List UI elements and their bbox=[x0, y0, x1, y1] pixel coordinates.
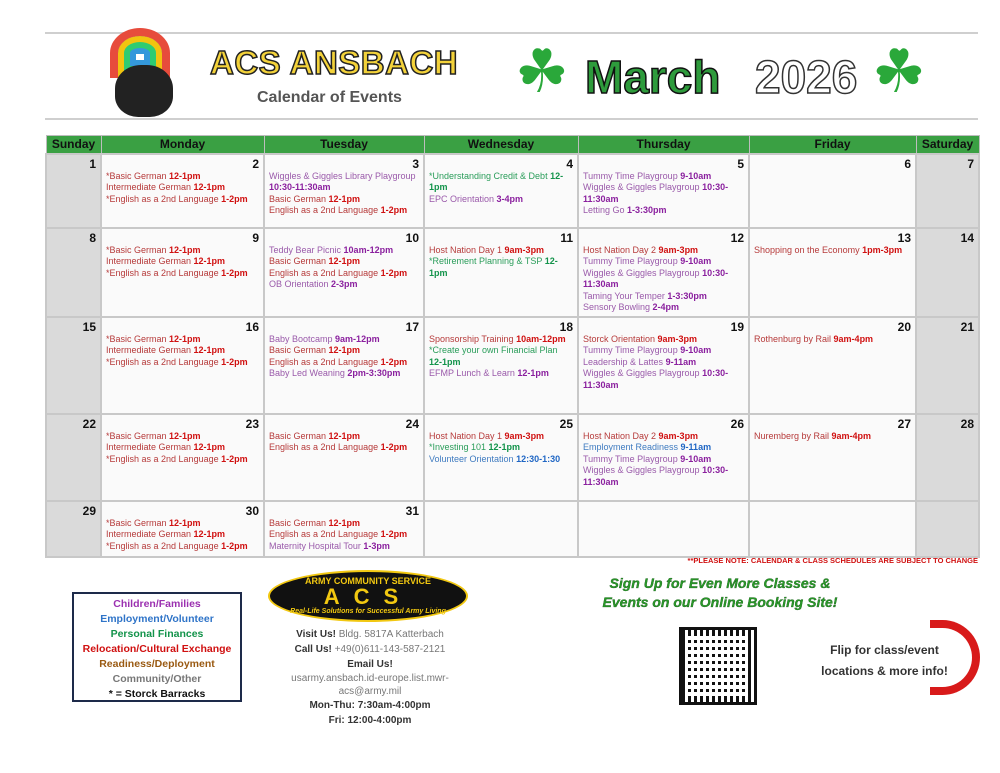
event-name: Volunteer Orientation bbox=[429, 453, 517, 464]
visit-label: Visit Us! bbox=[296, 629, 336, 640]
curved-arrow-icon bbox=[930, 620, 980, 695]
event-name: Employment Readiness bbox=[583, 442, 681, 452]
event-name: *English as a 2nd Language bbox=[106, 453, 222, 464]
event-time: 12-1pm bbox=[193, 256, 226, 266]
event-name: *Basic German bbox=[106, 170, 170, 181]
event-item[interactable] bbox=[583, 291, 744, 303]
day-cell[interactable] bbox=[424, 317, 578, 414]
day-cell[interactable] bbox=[916, 414, 979, 501]
day-header-monday: Monday bbox=[101, 136, 264, 154]
legend-item: Employment/Volunteer bbox=[100, 613, 214, 625]
day-cell[interactable] bbox=[424, 414, 578, 501]
event-time: 12-1pm bbox=[328, 345, 361, 355]
header-rule bbox=[45, 118, 978, 120]
month-title: March bbox=[585, 51, 721, 103]
event-item[interactable] bbox=[583, 465, 744, 488]
day-number: 29 bbox=[82, 503, 96, 518]
event-name: *Retirement Planning & TSP bbox=[429, 256, 545, 266]
event-item[interactable] bbox=[429, 256, 573, 279]
event-time: 1-2pm bbox=[221, 193, 248, 204]
day-header-saturday: Saturday bbox=[916, 136, 979, 154]
category-legend bbox=[72, 592, 242, 702]
event-time: 12-1pm bbox=[429, 356, 461, 367]
event-item[interactable] bbox=[269, 256, 419, 268]
event-name: Sensory Bowling bbox=[583, 302, 653, 312]
day-number: 21 bbox=[960, 319, 974, 334]
event-time: 9-11am bbox=[680, 442, 712, 452]
event-item[interactable] bbox=[269, 245, 419, 257]
event-item[interactable] bbox=[269, 194, 419, 206]
event-time: 9-11am bbox=[665, 356, 697, 367]
event-time: 2-3pm bbox=[331, 279, 358, 289]
day-cell[interactable] bbox=[916, 501, 979, 557]
day-cell[interactable] bbox=[101, 154, 264, 228]
event-item[interactable] bbox=[106, 182, 259, 194]
event-time: 9am-12pm bbox=[335, 333, 380, 344]
day-header-thursday: Thursday bbox=[578, 136, 749, 154]
day-cell[interactable] bbox=[264, 154, 424, 228]
day-number: 12 bbox=[730, 230, 744, 245]
day-header-friday: Friday bbox=[749, 136, 916, 154]
event-time: 9-10am bbox=[680, 345, 712, 355]
shamrock-icon: ☘ bbox=[872, 38, 926, 105]
address: Bldg. 5817A Katterbach bbox=[338, 629, 444, 640]
day-number: 25 bbox=[559, 416, 573, 431]
event-item[interactable] bbox=[106, 256, 259, 268]
event-name: Basic German bbox=[269, 256, 329, 266]
event-item[interactable] bbox=[754, 431, 911, 443]
day-number: 8 bbox=[89, 230, 96, 245]
event-name: Shopping on the Economy bbox=[754, 244, 863, 255]
day-number: 23 bbox=[245, 416, 259, 431]
event-item[interactable] bbox=[106, 194, 259, 206]
flip-line-2: locations & more info! bbox=[821, 664, 948, 678]
day-cell[interactable] bbox=[101, 317, 264, 414]
day-cell[interactable] bbox=[46, 501, 101, 557]
event-name: Basic German bbox=[269, 517, 329, 528]
day-number: 24 bbox=[405, 416, 419, 431]
event-item[interactable] bbox=[429, 368, 573, 380]
contact-info bbox=[275, 627, 465, 728]
day-cell[interactable] bbox=[749, 414, 916, 501]
event-time: 9am-3pm bbox=[504, 244, 545, 255]
event-item[interactable] bbox=[583, 256, 744, 268]
event-time: 9am-4pm bbox=[833, 333, 874, 344]
event-name: Wiggles & Giggles Library Playgroup bbox=[269, 170, 416, 181]
event-item[interactable] bbox=[754, 245, 911, 257]
event-item[interactable] bbox=[269, 518, 419, 530]
day-number: 15 bbox=[82, 319, 96, 334]
event-item[interactable] bbox=[583, 454, 744, 466]
event-item[interactable] bbox=[106, 268, 259, 280]
event-item[interactable] bbox=[583, 182, 744, 205]
event-item[interactable] bbox=[269, 431, 419, 443]
event-item[interactable] bbox=[429, 334, 573, 346]
event-item[interactable] bbox=[583, 368, 744, 391]
event-item[interactable] bbox=[106, 541, 259, 553]
event-item[interactable] bbox=[429, 442, 573, 454]
day-cell[interactable] bbox=[101, 228, 264, 317]
hours-friday: Fri: 12:00-4:00pm bbox=[328, 715, 412, 726]
event-item[interactable] bbox=[269, 541, 419, 553]
day-cell[interactable] bbox=[264, 228, 424, 317]
event-time: 12-1pm bbox=[328, 193, 361, 204]
day-cell[interactable] bbox=[578, 317, 749, 414]
event-item[interactable] bbox=[429, 245, 573, 257]
event-name: Sponsorship Training bbox=[429, 333, 517, 344]
event-item[interactable] bbox=[583, 268, 744, 291]
email-link[interactable]: usarmy.ansbach.id-europe.list.mwr-acs@army.mil bbox=[291, 673, 449, 697]
day-number: 5 bbox=[737, 156, 744, 171]
event-name: *Basic German bbox=[106, 333, 170, 344]
event-item[interactable] bbox=[429, 171, 573, 194]
event-item[interactable] bbox=[106, 431, 259, 443]
top-rule bbox=[45, 32, 978, 34]
qr-code[interactable] bbox=[679, 627, 757, 705]
legend-item: Relocation/Cultural Exchange bbox=[82, 643, 232, 655]
event-item[interactable] bbox=[269, 529, 419, 541]
event-name: English as a 2nd Language bbox=[269, 529, 381, 539]
acs-logo-middle: ACS bbox=[323, 584, 413, 609]
event-time: 12-1pm bbox=[169, 430, 201, 441]
event-item[interactable] bbox=[583, 245, 744, 257]
event-time: 12-1pm bbox=[193, 345, 226, 355]
event-time: 12-1pm bbox=[429, 170, 564, 192]
day-cell[interactable] bbox=[46, 317, 101, 414]
event-time: 9am-3pm bbox=[657, 333, 698, 344]
event-time: 10:30-11:30am bbox=[269, 182, 331, 192]
event-time: 1-2pm bbox=[221, 267, 248, 278]
pot-of-gold-icon bbox=[115, 65, 173, 117]
day-number: 30 bbox=[245, 503, 259, 518]
day-cell[interactable] bbox=[264, 317, 424, 414]
event-time: 2pm-3:30pm bbox=[347, 368, 401, 378]
event-name: Basic German bbox=[269, 193, 329, 204]
event-name: EFMP Lunch & Learn bbox=[429, 368, 518, 378]
event-name: Intermediate German bbox=[106, 256, 194, 266]
event-name: English as a 2nd Language bbox=[269, 267, 381, 278]
day-number: 1 bbox=[89, 156, 96, 171]
legend-item: Personal Finances bbox=[110, 628, 204, 640]
day-number: 19 bbox=[730, 319, 744, 334]
event-time: 10:30-11:30am bbox=[583, 465, 729, 487]
event-time: 12-1pm bbox=[193, 182, 226, 192]
acs-logo-bottom: Real-Life Solutions for Successful Army Living bbox=[290, 608, 446, 615]
day-number: 6 bbox=[904, 156, 911, 171]
event-item[interactable] bbox=[269, 268, 419, 280]
day-number: 22 bbox=[82, 416, 96, 431]
event-time: 1-2pm bbox=[380, 529, 408, 539]
day-cell[interactable] bbox=[46, 414, 101, 501]
event-name: Host Nation Day 1 bbox=[429, 244, 505, 255]
event-time: 9-10am bbox=[680, 170, 712, 181]
day-cell[interactable] bbox=[749, 317, 916, 414]
day-number: 16 bbox=[245, 319, 259, 334]
event-time: 1-2pm bbox=[221, 356, 248, 367]
event-time: 1-2pm bbox=[221, 540, 248, 551]
event-time: 1-3:30pm bbox=[627, 205, 667, 215]
event-time: 12-1pm bbox=[169, 333, 201, 344]
event-time: 9am-3pm bbox=[658, 430, 699, 441]
day-cell[interactable] bbox=[578, 501, 749, 557]
day-header-tuesday: Tuesday bbox=[264, 136, 424, 154]
event-name: Nuremberg by Rail bbox=[754, 430, 832, 441]
day-number: 26 bbox=[730, 416, 744, 431]
event-name: English as a 2nd Language bbox=[269, 356, 381, 367]
event-name: Wiggles & Giggles Playgroup bbox=[583, 465, 703, 475]
legend-item: * = Storck Barracks bbox=[108, 688, 206, 700]
calendar-subtitle: Calendar of Events bbox=[257, 89, 402, 106]
day-number: 17 bbox=[405, 319, 419, 334]
acs-logo-top: ARMY COMMUNITY SERVICE bbox=[304, 576, 432, 586]
event-item[interactable] bbox=[269, 357, 419, 369]
event-name: Host Nation Day 1 bbox=[429, 430, 505, 441]
schedule-change-note: **PLEASE NOTE: CALENDAR & CLASS SCHEDULES ARE SUBJECT TO CHANGE bbox=[687, 556, 978, 565]
year-title: 2026 bbox=[755, 51, 858, 103]
event-time: 9-10am bbox=[680, 453, 712, 464]
event-name: Intermediate German bbox=[106, 345, 194, 355]
event-item[interactable] bbox=[106, 454, 259, 466]
event-time: 9am-3pm bbox=[658, 244, 699, 255]
day-number: 9 bbox=[252, 230, 259, 245]
event-name: *Create your own Financial Plan bbox=[429, 345, 558, 355]
day-number: 28 bbox=[960, 416, 974, 431]
event-time: 10am-12pm bbox=[516, 333, 566, 344]
event-name: Intermediate German bbox=[106, 529, 194, 539]
event-time: 12:30-1:30 bbox=[516, 453, 561, 464]
event-name: English as a 2nd Language bbox=[269, 205, 381, 215]
event-name: *Basic German bbox=[106, 244, 170, 255]
day-number: 11 bbox=[560, 230, 573, 245]
event-item[interactable] bbox=[583, 171, 744, 183]
event-name: Taming Your Temper bbox=[583, 290, 668, 301]
day-cell[interactable] bbox=[46, 154, 101, 228]
shamrock-icon: ☘ bbox=[515, 38, 569, 105]
event-item[interactable] bbox=[429, 454, 573, 466]
event-item[interactable] bbox=[429, 431, 573, 443]
day-number: 14 bbox=[960, 230, 974, 245]
event-time: 9am-4pm bbox=[831, 430, 872, 441]
event-item[interactable] bbox=[583, 302, 744, 314]
org-title: ACS ANSBACH bbox=[210, 44, 459, 81]
event-time: 12-1pm bbox=[517, 368, 549, 378]
event-item[interactable] bbox=[269, 368, 419, 380]
event-item[interactable] bbox=[106, 171, 259, 183]
event-name: Baby Bootcamp bbox=[269, 333, 336, 344]
event-item[interactable] bbox=[583, 431, 744, 443]
event-name: Tummy Time Playgroup bbox=[583, 345, 681, 355]
event-name: Wiggles & Giggles Playgroup bbox=[583, 182, 703, 192]
event-time: 1pm-3pm bbox=[862, 244, 903, 255]
event-time: 9am-3pm bbox=[504, 430, 545, 441]
event-name: Basic German bbox=[269, 430, 329, 441]
event-time: 10:30-11:30am bbox=[583, 182, 729, 204]
event-name: Storck Orientation bbox=[583, 333, 658, 344]
event-time: 12-1pm bbox=[169, 517, 201, 528]
event-item[interactable] bbox=[269, 171, 419, 194]
event-time: 10am-12pm bbox=[343, 244, 394, 255]
acs-logo bbox=[268, 570, 468, 622]
event-time: 12-1pm bbox=[169, 244, 201, 255]
day-cell[interactable] bbox=[916, 154, 979, 228]
day-number: 18 bbox=[559, 319, 573, 334]
day-number: 10 bbox=[405, 230, 419, 245]
event-time: 1-2pm bbox=[380, 356, 408, 367]
event-name: Maternity Hospital Tour bbox=[269, 540, 364, 551]
legend-item: Readiness/Deployment bbox=[99, 658, 215, 670]
event-name: Host Nation Day 2 bbox=[583, 244, 659, 255]
event-item[interactable] bbox=[106, 518, 259, 530]
event-time: 3-4pm bbox=[496, 193, 524, 204]
day-number: 20 bbox=[897, 319, 911, 334]
day-cell[interactable] bbox=[264, 501, 424, 557]
event-time: 12-1pm bbox=[328, 256, 361, 266]
event-item[interactable] bbox=[269, 334, 419, 346]
day-cell[interactable] bbox=[46, 228, 101, 317]
event-time: 1-2pm bbox=[380, 442, 408, 452]
event-name: Leadership & Lattes bbox=[583, 356, 666, 367]
day-header-wednesday: Wednesday bbox=[424, 136, 578, 154]
event-time: 10:30-11:30am bbox=[583, 368, 729, 390]
event-time: 12-1pm bbox=[429, 256, 558, 278]
day-number: 13 bbox=[897, 230, 911, 245]
event-item[interactable] bbox=[583, 334, 744, 346]
event-name: *English as a 2nd Language bbox=[106, 193, 222, 204]
event-time: 9-10am bbox=[680, 256, 712, 266]
legend-item: Children/Families bbox=[113, 598, 201, 610]
hours-weekday: Mon-Thu: 7:30am-4:00pm bbox=[309, 700, 431, 711]
event-item[interactable] bbox=[106, 357, 259, 369]
day-number: 31 bbox=[405, 503, 419, 518]
event-time: 1-2pm bbox=[380, 267, 408, 278]
day-cell[interactable] bbox=[578, 228, 749, 317]
event-time: 1-3:30pm bbox=[667, 290, 707, 301]
event-time: 12-1pm bbox=[169, 170, 201, 181]
event-name: Rothenburg by Rail bbox=[754, 333, 834, 344]
event-name: Baby Led Weaning bbox=[269, 368, 348, 378]
day-number: 7 bbox=[967, 156, 974, 171]
event-name: Letting Go bbox=[583, 205, 628, 215]
day-cell[interactable] bbox=[916, 228, 979, 317]
event-item[interactable] bbox=[583, 345, 744, 357]
email-label: Email Us! bbox=[347, 659, 393, 670]
event-name: *Basic German bbox=[106, 517, 170, 528]
day-cell[interactable] bbox=[578, 414, 749, 501]
event-name: English as a 2nd Language bbox=[269, 442, 381, 452]
day-number: 4 bbox=[566, 156, 573, 171]
legend-item: Community/Other bbox=[112, 673, 202, 685]
event-name: Tummy Time Playgroup bbox=[583, 453, 681, 464]
event-item[interactable] bbox=[106, 442, 259, 454]
event-name: Tummy Time Playgroup bbox=[583, 256, 681, 266]
event-name: Basic German bbox=[269, 345, 329, 355]
event-item[interactable] bbox=[106, 334, 259, 346]
event-name: *English as a 2nd Language bbox=[106, 267, 222, 278]
signup-line-1: Sign Up for Even More Classes & bbox=[609, 575, 831, 591]
day-number: 27 bbox=[897, 416, 911, 431]
event-name: EPC Orientation bbox=[429, 193, 497, 204]
phone: +49(0)611-143-587-2121 bbox=[334, 644, 446, 655]
day-cell[interactable] bbox=[424, 228, 578, 317]
day-number: 3 bbox=[412, 156, 419, 171]
event-name: *Basic German bbox=[106, 430, 170, 441]
day-cell[interactable] bbox=[749, 501, 916, 557]
day-cell[interactable] bbox=[424, 154, 578, 228]
event-item[interactable] bbox=[429, 345, 573, 368]
event-time: 12-1pm bbox=[193, 442, 226, 452]
day-cell[interactable] bbox=[264, 414, 424, 501]
day-cell[interactable] bbox=[916, 317, 979, 414]
event-time: 1-2pm bbox=[221, 453, 248, 464]
event-name: OB Orientation bbox=[269, 279, 332, 289]
event-item[interactable] bbox=[754, 334, 911, 346]
event-time: 1-2pm bbox=[380, 205, 408, 215]
flip-line-1: Flip for class/event bbox=[830, 643, 939, 657]
event-item[interactable] bbox=[269, 442, 419, 454]
event-name: Wiggles & Giggles Playgroup bbox=[583, 267, 703, 278]
event-item[interactable] bbox=[583, 205, 744, 217]
event-item[interactable] bbox=[106, 345, 259, 357]
day-cell[interactable] bbox=[749, 154, 916, 228]
day-cell[interactable] bbox=[578, 154, 749, 228]
signup-banner bbox=[585, 574, 855, 612]
day-cell[interactable] bbox=[101, 501, 264, 557]
day-cell[interactable] bbox=[424, 501, 578, 557]
event-item[interactable] bbox=[583, 442, 744, 454]
event-time: 12-1pm bbox=[328, 430, 361, 441]
day-header-sunday: Sunday bbox=[46, 136, 101, 154]
event-name: Teddy Bear Picnic bbox=[269, 244, 344, 255]
event-name: *Understanding Credit & Debt bbox=[429, 170, 551, 181]
event-name: Wiggles & Giggles Playgroup bbox=[583, 368, 703, 378]
event-time: 2-4pm bbox=[652, 302, 680, 312]
event-item[interactable] bbox=[269, 279, 419, 291]
day-cell[interactable] bbox=[749, 228, 916, 317]
call-label: Call Us! bbox=[294, 644, 332, 655]
event-item[interactable] bbox=[106, 245, 259, 257]
event-item[interactable] bbox=[583, 357, 744, 369]
event-name: *English as a 2nd Language bbox=[106, 356, 222, 367]
event-time: 1-3pm bbox=[363, 540, 390, 551]
event-name: Host Nation Day 2 bbox=[583, 430, 659, 441]
event-time: 10:30-11:30am bbox=[583, 267, 729, 289]
event-name: Intermediate German bbox=[106, 182, 194, 192]
event-time: 12-1pm bbox=[328, 517, 361, 528]
day-cell[interactable] bbox=[101, 414, 264, 501]
calendar-grid bbox=[45, 135, 980, 558]
event-name: *Investing 101 bbox=[429, 442, 489, 452]
event-item[interactable] bbox=[106, 529, 259, 541]
event-item[interactable] bbox=[269, 205, 419, 217]
event-name: *English as a 2nd Language bbox=[106, 540, 222, 551]
event-time: 12-1pm bbox=[488, 442, 521, 452]
event-item[interactable] bbox=[269, 345, 419, 357]
event-name: Tummy Time Playgroup bbox=[583, 170, 681, 181]
day-number: 2 bbox=[252, 156, 259, 171]
signup-line-2: Events on our Online Booking Site! bbox=[602, 594, 838, 610]
event-item[interactable] bbox=[429, 194, 573, 206]
event-name: Intermediate German bbox=[106, 442, 194, 452]
event-time: 12-1pm bbox=[193, 529, 226, 539]
